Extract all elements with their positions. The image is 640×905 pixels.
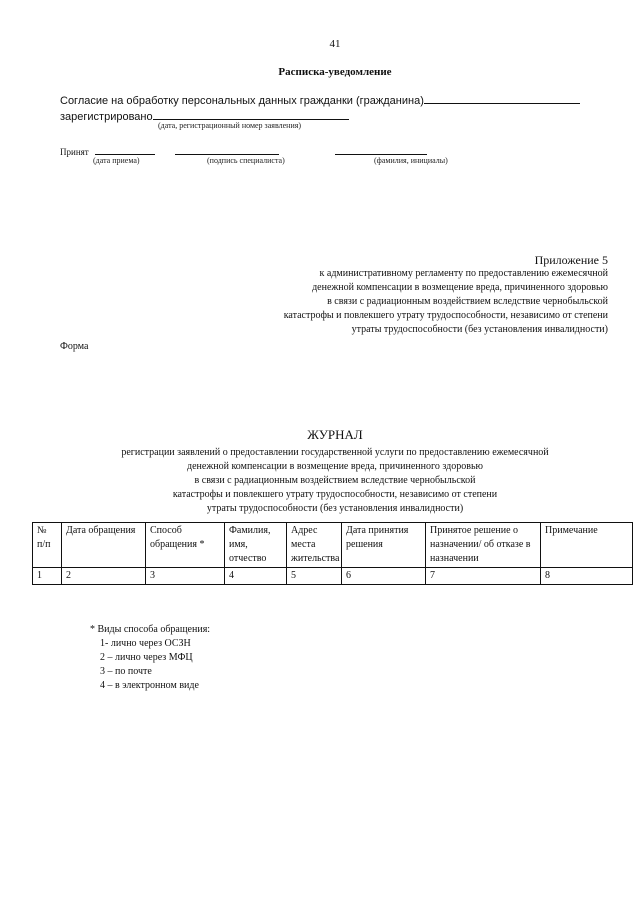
appendix-line: катастрофы и повлекшего утрату трудоспособности, независимо от степени — [283, 310, 608, 321]
appendix-line: к административному регламенту по предоставлению ежемесячной — [319, 268, 608, 279]
appendix-line: денежной компенсации в возмещение вреда, причиненного здоровью — [312, 282, 608, 293]
journal-subtitle-line: регистрации заявлений о предоставлении государственной услуги по предоставлению ежемесячной — [121, 447, 549, 458]
citizen-name-blank — [424, 92, 580, 104]
column-number: 8 — [541, 568, 633, 585]
table-header-row — [33, 523, 633, 568]
column-header: Адрес места жительства — [287, 523, 342, 568]
footnote — [90, 623, 210, 693]
journal-table — [32, 522, 633, 585]
registered-label: зарегистрировано — [60, 111, 153, 123]
registered-hint: (дата, регистрационный номер заявления) — [158, 121, 302, 130]
consent-line — [60, 92, 580, 107]
column-header: Принятое решение о назначении/ об отказе в назначении — [426, 523, 541, 568]
journal-subtitle — [0, 446, 640, 516]
appendix-heading: Приложение 5 — [534, 253, 608, 267]
journal-subtitle-line: в связи с радиационным воздействием вследствие чернобыльской — [194, 475, 476, 486]
column-number: 3 — [146, 568, 225, 585]
column-header: № п/п — [33, 523, 62, 568]
column-header: Фамилия, имя, отчество — [225, 523, 287, 568]
footnote-item: 3 – по почте — [100, 666, 152, 677]
form-label: Форма — [60, 341, 89, 352]
column-number: 2 — [62, 568, 146, 585]
accepted-signature-blank — [175, 143, 279, 155]
table-number-row — [33, 568, 633, 585]
column-number: 7 — [426, 568, 541, 585]
column-header: Дата принятия решения — [342, 523, 426, 568]
column-number: 6 — [342, 568, 426, 585]
receipt-title: Расписка-уведомление — [278, 66, 392, 78]
accepted-line — [60, 143, 427, 157]
appendix-line: утраты трудоспособности (без установления инвалидности) — [351, 324, 608, 335]
accepted-hint-name: (фамилия, инициалы) — [374, 156, 448, 165]
column-header: Примечание — [541, 523, 633, 568]
accepted-name-blank — [335, 143, 427, 155]
footnote-item: 4 – в электронном виде — [100, 680, 199, 691]
accepted-hint-signature: (подпись специалиста) — [207, 156, 285, 165]
accepted-hint-date: (дата приема) — [93, 156, 140, 165]
registration-blank — [153, 108, 349, 120]
appendix-line: в связи с радиационным воздействием вследствие чернобыльской — [327, 296, 608, 307]
journal-title: ЖУРНАЛ — [307, 427, 363, 442]
footnote-item: 2 – лично через МФЦ — [100, 652, 193, 663]
journal-subtitle-line: утраты трудоспособности (без установления инвалидности) — [206, 503, 464, 514]
page-number: 41 — [329, 38, 341, 50]
column-header: Дата обращения — [62, 523, 146, 568]
footnote-heading: * Виды способа обращения: — [90, 624, 211, 635]
column-number: 5 — [287, 568, 342, 585]
accepted-label: Принят — [60, 147, 89, 157]
column-header: Способ обращения * — [146, 523, 225, 568]
journal-subtitle-line: катастрофы и повлекшего утрату трудоспособности, независимо от степени — [172, 489, 498, 500]
column-number: 1 — [33, 568, 62, 585]
journal-subtitle-line: денежной компенсации в возмещение вреда, причиненного здоровью — [187, 461, 483, 472]
consent-text: Согласие на обработку персональных данных гражданки (гражданина) — [60, 95, 424, 107]
footnote-item: 1- лично через ОСЗН — [100, 638, 191, 649]
accepted-date-blank — [95, 143, 155, 155]
column-number: 4 — [225, 568, 287, 585]
